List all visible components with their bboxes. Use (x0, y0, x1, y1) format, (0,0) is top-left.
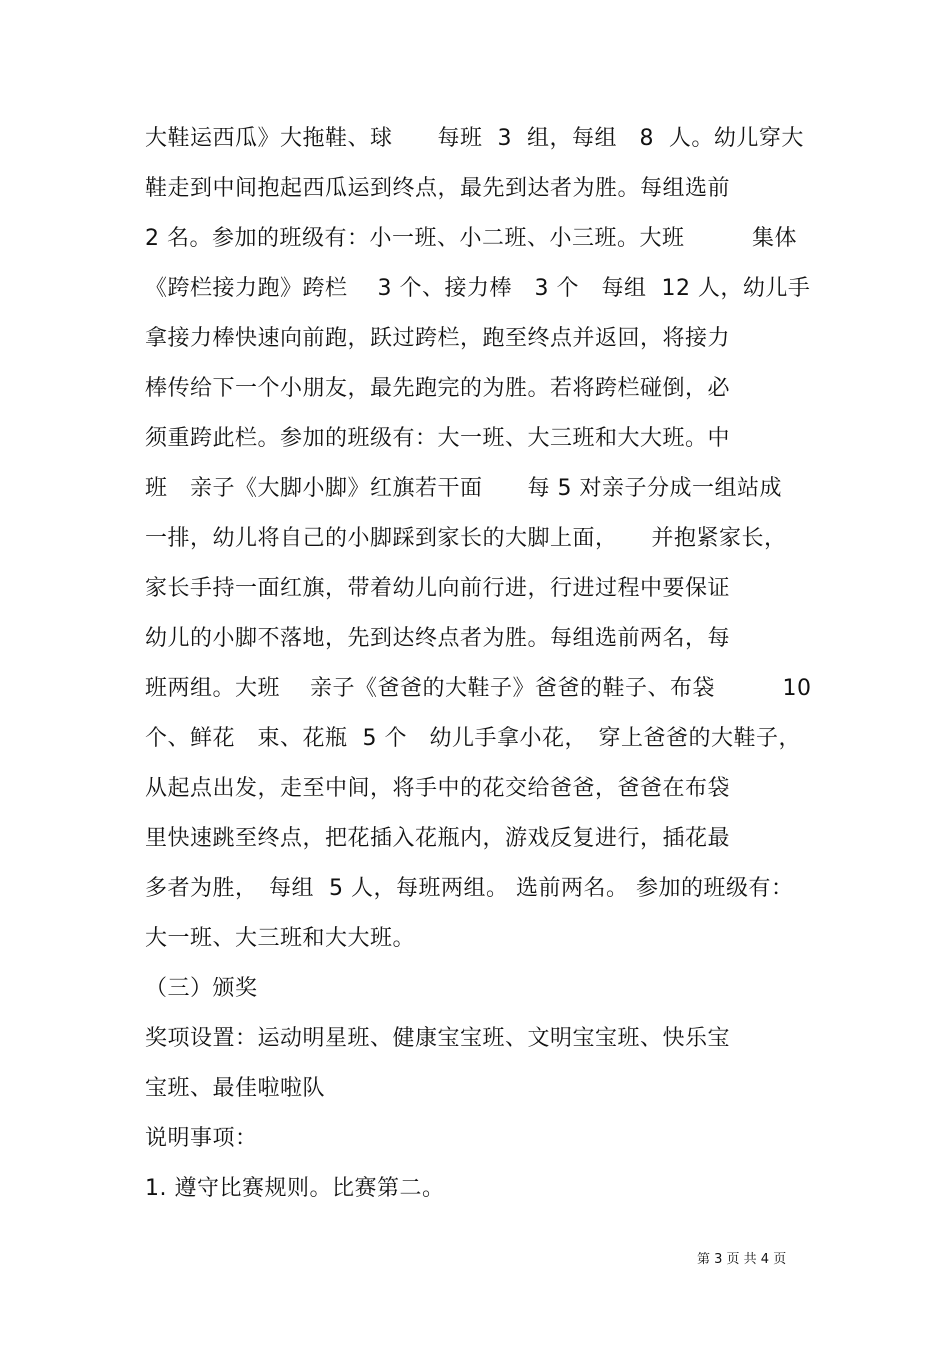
body-text-line: 宝班、最佳啦啦队 (145, 1076, 326, 1101)
body-text-line: 奖项设置：运动明星班、健康宝宝班、文明宝宝班、快乐宝 (145, 1026, 731, 1051)
body-text-line: 棒传给下一个小朋友，最先跑完的为胜。若将跨栏碰倒，必 (145, 376, 731, 401)
body-text-line: 须重跨此栏。参加的班级有：大一班、大三班和大大班。中 (145, 426, 731, 451)
body-text-line: 大鞋运西瓜》大拖鞋、球 每班 3 组，每组 8 人。幼儿穿大 (145, 126, 804, 151)
body-text-line: 从起点出发，走至中间，将手中的花交给爸爸，爸爸在布袋 (145, 776, 731, 801)
body-text-line: 班 亲子《大脚小脚》红旗若干面 每 5 对亲子分成一组站成 (145, 476, 782, 501)
body-text-line: 一排，幼儿将自己的小脚踩到家长的大脚上面， 并抱紧家长， (145, 526, 787, 551)
list-item: 1. 遵守比赛规则。比赛第二。 (145, 1176, 445, 1201)
body-text-line: 个、鲜花 束、花瓶 5 个 幼儿手拿小花， 穿上爸爸的大鞋子， (145, 726, 801, 751)
section-heading: （三）颁奖 (145, 976, 258, 1001)
body-text-line: 《跨栏接力跑》跨栏 3 个、接力棒 3 个 每组 12 人，幼儿手 (145, 276, 811, 301)
body-text-line: 里快速跳至终点，把花插入花瓶内，游戏反复进行，插花最 (145, 826, 731, 851)
body-text-line: 拿接力棒快速向前跑，跃过跨栏，跑至终点并返回，将接力 (145, 326, 731, 351)
body-text-line: 鞋走到中间抱起西瓜运到终点，最先到达者为胜。每组选前 (145, 176, 731, 201)
body-text-line: 大一班、大三班和大大班。 (145, 926, 416, 951)
page-number-footer: 第 3 页 共 4 页 (697, 1252, 787, 1267)
body-text-line: 幼儿的小脚不落地，先到达终点者为胜。每组选前两名，每 (145, 626, 731, 651)
body-text-line: 多者为胜， 每组 5 人，每班两组。 选前两名。 参加的班级有： (145, 876, 794, 901)
body-text-line: 家长手持一面红旗，带着幼儿向前行进，行进过程中要保证 (145, 576, 731, 601)
body-text-line: 2 名。参加的班级有：小一班、小二班、小三班。大班 集体 (145, 226, 797, 251)
body-text-line: 班两组。大班 亲子《爸爸的大鞋子》爸爸的鞋子、布袋 10 (145, 676, 812, 701)
section-heading: 说明事项： (145, 1126, 258, 1151)
